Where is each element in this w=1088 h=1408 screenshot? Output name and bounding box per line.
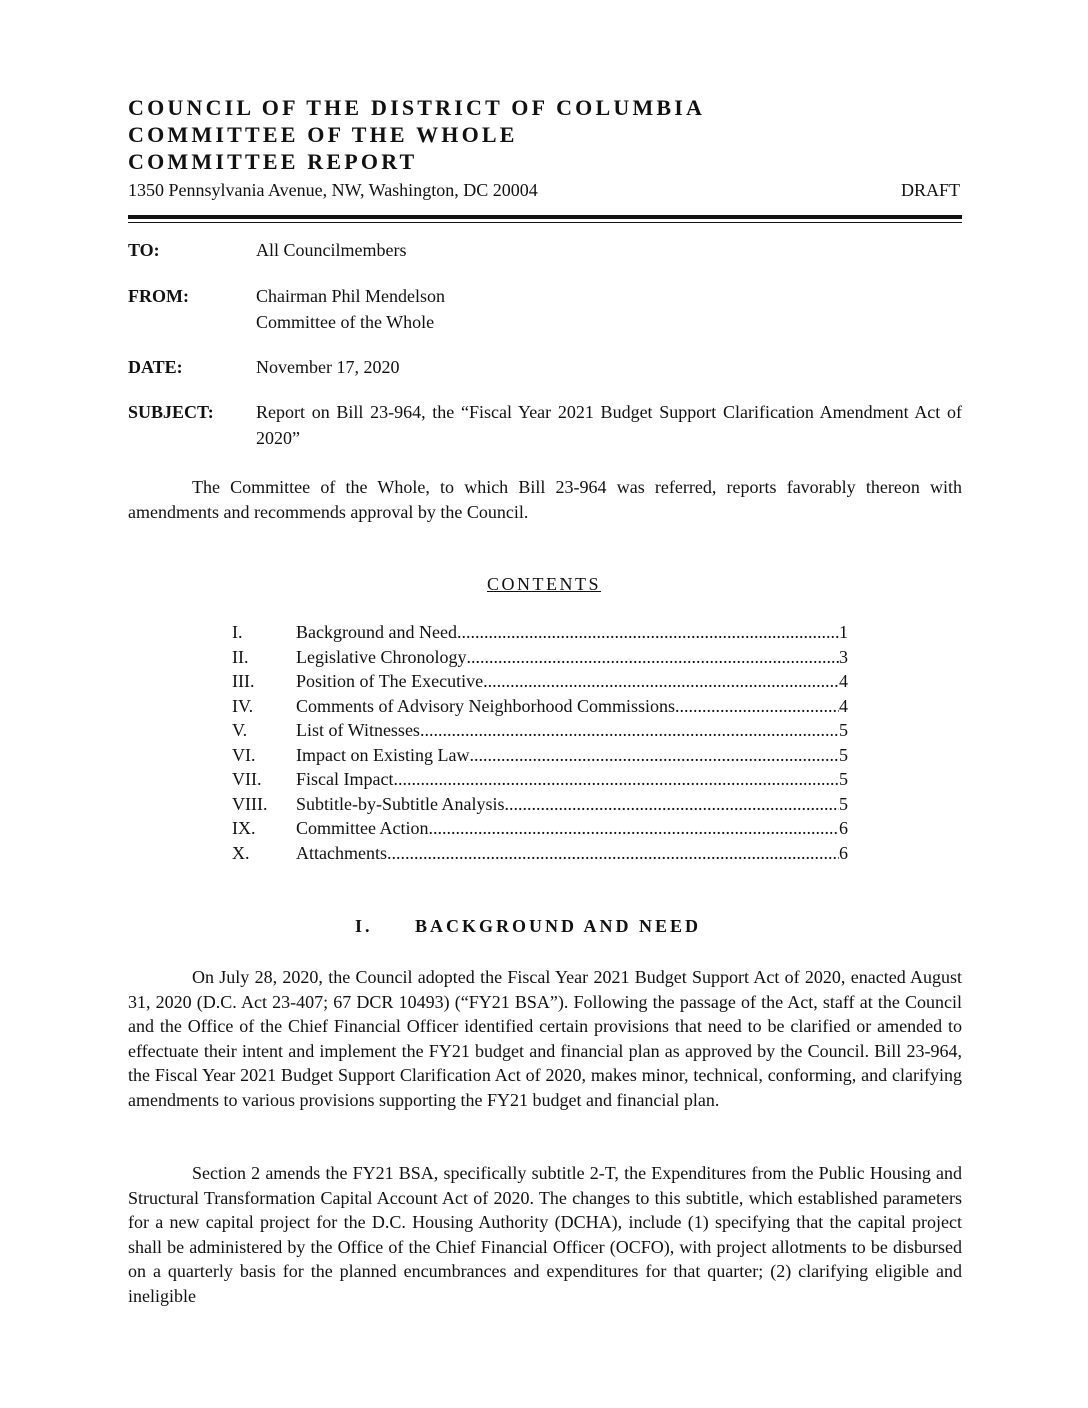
toc-item bbox=[232, 841, 848, 866]
toc-item-title: Comments of Advisory Neighborhood Commissions bbox=[296, 695, 676, 716]
toc-item bbox=[232, 767, 848, 792]
subject-label: SUBJECT: bbox=[128, 402, 214, 422]
header-address: 1350 Pennsylvania Avenue, NW, Washington, DC 20004 bbox=[128, 180, 538, 200]
from-name: Chairman Phil Mendelson bbox=[256, 286, 445, 306]
toc-item-title: Position of The Executive bbox=[296, 671, 484, 691]
toc-leader-dots bbox=[420, 718, 839, 743]
toc-item-number: IX. bbox=[232, 818, 256, 838]
toc-item-number: X. bbox=[232, 842, 250, 863]
toc-item-number: IV. bbox=[232, 695, 254, 716]
toc-item-title: Impact on Existing Law bbox=[296, 744, 470, 765]
toc-leader-dots bbox=[466, 645, 839, 670]
table-of-contents bbox=[232, 620, 848, 865]
toc-item bbox=[232, 694, 848, 719]
toc-leader-dots bbox=[429, 816, 840, 841]
section-heading: BACKGROUND AND NEED bbox=[415, 916, 702, 936]
toc-item-page: 4 bbox=[839, 671, 848, 691]
header-rule-thin bbox=[128, 222, 962, 223]
draft-label: DRAFT bbox=[900, 180, 960, 200]
toc-leader-dots bbox=[457, 620, 839, 645]
date-value: November 17, 2020 bbox=[256, 357, 400, 377]
toc-item-number: VI. bbox=[232, 744, 256, 765]
toc-item-number: V. bbox=[232, 720, 248, 740]
toc-item-title: Subtitle-by-Subtitle Analysis bbox=[296, 793, 505, 814]
header-council: COUNCIL OF THE DISTRICT OF COLUMBIA bbox=[128, 95, 706, 120]
background-paragraph-1: On July 28, 2020, the Council adopted the Fiscal Year 2021 Budget Support Act of 2020, enacted August 31, 2020 (D.C. Act 23-407; 67 DCR 10493) (“FY21 BSA”). Following the passage of the Act, staff at the Council and the Office of the Chief Financial Officer identified certain provisions that need to be clarified or amended to effectuate their intent and implement the FY21 budget and financial plan as approved by the Council. Bill 23-964, the Fiscal Year 2021 Budget Support Clarification Act of 2020, makes minor, technical, conforming, and clarifying amendments to various provisions supporting the FY21 budget and financial plan. bbox=[128, 967, 962, 1110]
toc-item bbox=[232, 792, 848, 817]
toc-leader-dots bbox=[675, 694, 839, 719]
toc-item-title: Committee Action bbox=[296, 818, 429, 838]
toc-leader-dots bbox=[387, 841, 839, 866]
toc-item-title: List of Witnesses bbox=[296, 720, 420, 740]
toc-leader-dots bbox=[393, 767, 839, 792]
to-label: TO: bbox=[128, 240, 160, 260]
toc-item bbox=[232, 620, 848, 645]
toc-item bbox=[232, 669, 848, 694]
toc-item bbox=[232, 743, 848, 768]
toc-leader-dots bbox=[505, 792, 839, 817]
toc-item bbox=[232, 816, 848, 841]
toc-item-page: 6 bbox=[839, 842, 848, 863]
toc-item-number: II. bbox=[232, 646, 249, 667]
background-paragraph-2: Section 2 amends the FY21 BSA, specifically subtitle 2-T, the Expenditures from the Public Housing and Structural Transformation Capital Account Act of 2020. The changes to this subtitle, which established parameters for a new capital project for the D.C. Housing Authority (DCHA), include (1) specifying that the capital project shall be administered by the Office of the Chief Financial Officer (OCFO), with project allotments to be disbursed on a quarterly basis for the planned encumbrances and expenditures for that quarter; (2) clarifying eligible and ineligible bbox=[128, 1163, 962, 1306]
subject-value: Report on Bill 23-964, the “Fiscal Year 2021 Budget Support Clarification Amendment Act of 2020” bbox=[256, 402, 962, 448]
toc-item-number: III. bbox=[232, 671, 255, 691]
toc-item-number: VIII. bbox=[232, 793, 268, 814]
toc-item-page: 5 bbox=[839, 720, 848, 740]
toc-item bbox=[232, 645, 848, 670]
to-value: All Councilmembers bbox=[256, 240, 407, 260]
toc-item-title: Attachments bbox=[296, 842, 387, 863]
header-report: COMMITTEE REPORT bbox=[128, 149, 418, 174]
toc-item-title: Legislative Chronology bbox=[296, 646, 467, 667]
from-label: FROM: bbox=[128, 286, 189, 306]
contents-title bbox=[0, 574, 1088, 595]
header-committee: COMMITTEE OF THE WHOLE bbox=[128, 122, 518, 147]
section-number: I. bbox=[355, 916, 373, 936]
header-rule-thick bbox=[128, 215, 962, 219]
toc-item-page: 5 bbox=[839, 744, 848, 765]
toc-item-page: 4 bbox=[839, 695, 848, 716]
from-committee: Committee of the Whole bbox=[256, 312, 435, 332]
date-label: DATE: bbox=[128, 357, 183, 377]
toc-leader-dots bbox=[483, 669, 839, 694]
toc-item-page: 5 bbox=[839, 769, 848, 789]
contents-title-text: CONTENTS bbox=[487, 574, 601, 594]
toc-item-page: 5 bbox=[839, 793, 848, 814]
toc-item-title: Fiscal Impact bbox=[296, 769, 394, 789]
toc-item-number: VII. bbox=[232, 769, 262, 789]
toc-leader-dots bbox=[469, 743, 839, 768]
intro-paragraph: The Committee of the Whole, to which Bill 23-964 was referred, reports favorably thereon with amendments and recommends approval by the Council. bbox=[128, 477, 962, 522]
toc-item bbox=[232, 718, 848, 743]
toc-item-page: 3 bbox=[839, 646, 848, 667]
toc-item-page: 1 bbox=[839, 622, 848, 642]
toc-item-title: Background and Need bbox=[296, 622, 457, 642]
toc-item-number: I. bbox=[232, 622, 243, 642]
toc-item-page: 6 bbox=[839, 818, 848, 838]
